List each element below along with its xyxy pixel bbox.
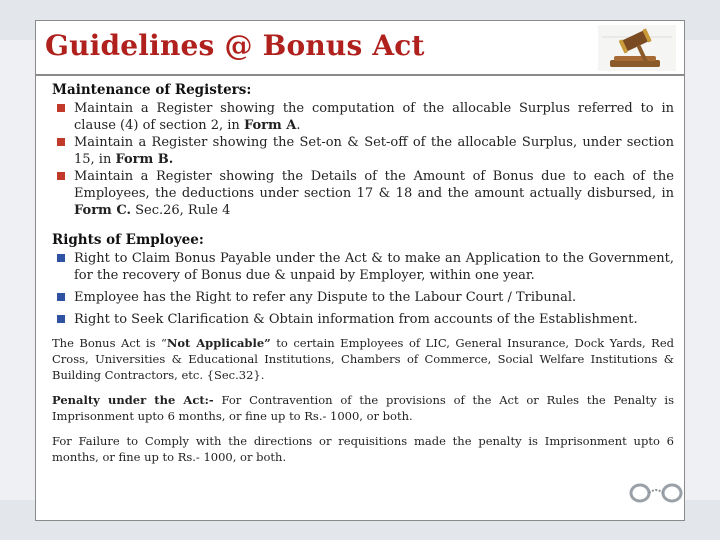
list-item: Employee has the Right to refer any Dispute to the Labour Court / Tribunal. (52, 289, 674, 306)
not-applicable-label: Not Applicable” (166, 336, 271, 350)
registers-heading: Maintenance of Registers: (52, 82, 252, 98)
handcuffs-icon (628, 480, 684, 506)
form-a-label: Form A (243, 118, 297, 133)
list-item: Maintain a Register showing the Set-on & Set-off of the allocable Surplus, under section 15, in Form B. (52, 134, 674, 168)
list-item: Maintain a Register showing the Details of the Amount of Bonus due to each of the Employees, the deductions under section 17 & 18 and the amount actually disbursed, in Form C. Sec.26, Rule 4 (52, 168, 674, 219)
content-panel (35, 75, 685, 521)
list-item: Maintain a Register showing the computation of the allocable Surplus referred to in clause (4) of section 2, in Form A. (52, 100, 674, 134)
page-title: Guidelines @ Bonus Act (45, 29, 425, 62)
rights-list (52, 250, 674, 328)
rights-heading: Rights of Employee: (52, 232, 204, 248)
registers-list (52, 100, 674, 219)
gavel-icon (598, 25, 676, 71)
not-applicable-paragraph: The Bonus Act is “Not Applicable” to certain Employees of LIC, General Insurance, Dock Yards, Red Cross, Universities & Educational Institutions, Chambers of Commerce, Social Welfare Institutions & Building Contractors, etc. {Sec.32}. (52, 336, 674, 382)
penalty-label: Penalty under the Act:- (52, 393, 214, 407)
list-item: Right to Seek Clarification & Obtain information from accounts of the Establishment. (52, 311, 674, 328)
form-b-label: Form B. (115, 152, 174, 167)
list-item: Right to Claim Bonus Payable under the Act & to make an Application to the Government, for the recovery of Bonus due & unpaid by Employer, within one year. (52, 250, 674, 284)
title-box (35, 20, 685, 75)
penalty-paragraph: Penalty under the Act:- For Contravention of the provisions of the Act or Rules the Penalty is Imprisonment upto 6 months, or fine up to Rs.- 1000, or both. (52, 393, 674, 423)
form-c-label: Form C. (74, 203, 131, 218)
failure-paragraph: For Failure to Comply with the directions or requisitions made the penalty is Imprisonment upto 6 months, or fine up to Rs.- 1000, or both. (52, 434, 674, 464)
